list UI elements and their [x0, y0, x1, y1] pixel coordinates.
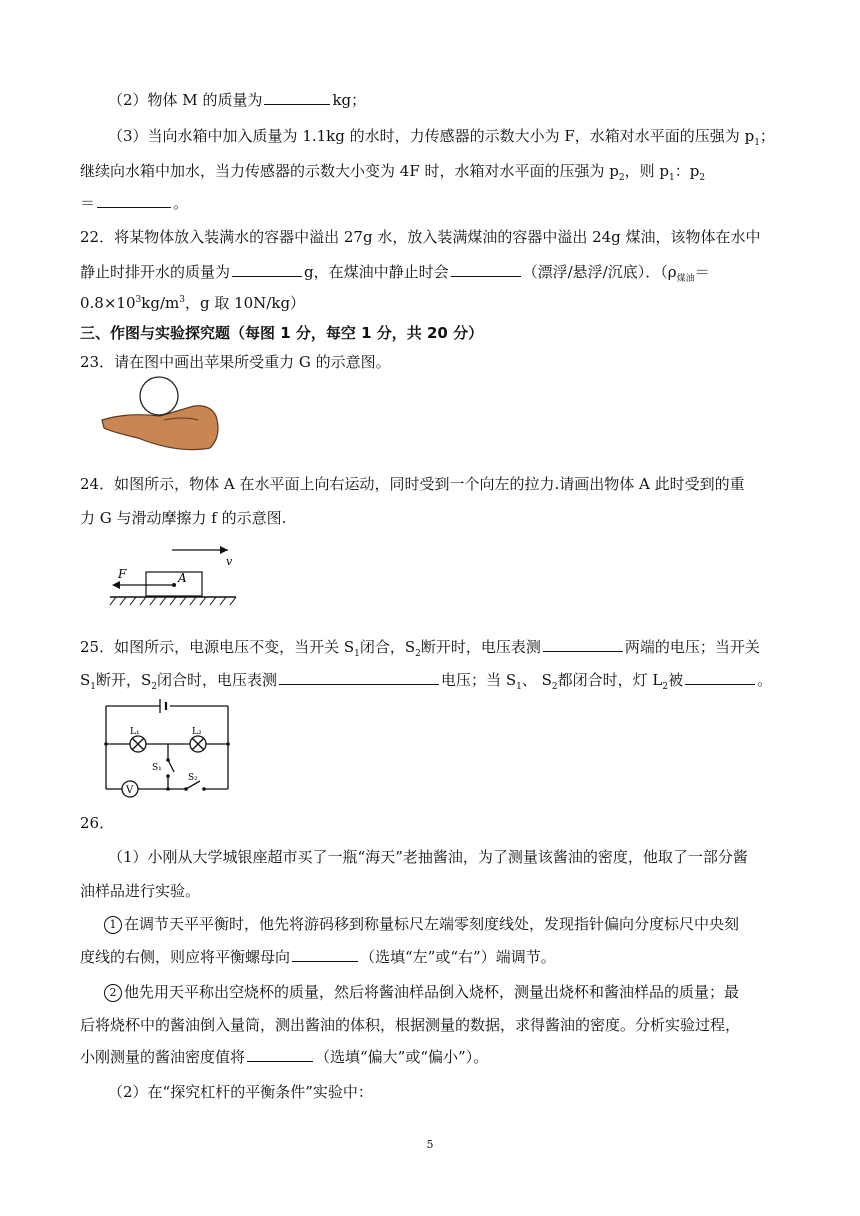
equals-sign: ＝	[80, 194, 96, 212]
circled-number: 1	[104, 916, 122, 934]
lamp-l1-label: L₁	[130, 727, 140, 737]
q26-step2-text4: （选填“偏大”或“偏小”）。	[315, 1048, 489, 1066]
q25-text-k: 被	[668, 671, 684, 689]
page-number: 5	[426, 1138, 434, 1151]
voltmeter-label: V	[126, 785, 134, 796]
subscript: 1	[754, 138, 760, 148]
answer-blank[interactable]	[264, 90, 330, 105]
q21-part3-text2: 继续向水箱中加水，当力传感器的示数大小变为 4F 时，水箱对水平面的压强为 p	[80, 162, 619, 180]
q26-number: 26．	[80, 814, 115, 832]
q25-text-c: 断开时，电压表测	[420, 638, 541, 656]
switch-s1-contact	[166, 774, 170, 778]
q21-part2-unit: kg；	[332, 91, 367, 109]
q26-step2-line1	[104, 982, 739, 1002]
switch-s2-contact	[184, 787, 188, 791]
q22-text-d: ＝	[694, 263, 710, 281]
subscript: 2	[551, 682, 558, 692]
answer-blank[interactable]	[543, 637, 623, 652]
q25-text-b: 闭合，S	[359, 638, 416, 656]
q25-text-i: 、 S	[521, 671, 552, 689]
q26-step1-text3: （选填“左”或“右”）端调节。	[360, 948, 556, 966]
velocity-arrowhead	[220, 546, 228, 554]
q22-line2	[80, 262, 710, 282]
subscript: 2	[415, 649, 421, 659]
q22-text-b: g，在煤油中静止时会	[304, 263, 449, 281]
q25-text-f: 断开，S	[96, 671, 152, 689]
circled-number: 2	[104, 984, 122, 1002]
q26-step1-text: 在调节天平平衡时，他先将游码移到称量标尺左端零刻度线处，发现指针偏向分度标尺中央刻	[124, 915, 740, 933]
q21-part2-text: （2）物体 M 的质量为	[108, 91, 263, 109]
q26-step2-line2: 后将烧杯中的酱油倒入量筒，测出酱油的体积，根据测量的数据，求得酱油的密度。分析实验过程，	[80, 1016, 741, 1034]
q25-text-e: S	[80, 671, 91, 689]
switch-s2-label: S₂	[188, 773, 198, 783]
answer-blank[interactable]	[247, 1047, 313, 1062]
subscript: 2	[618, 173, 625, 183]
junction-dot	[226, 742, 230, 746]
q21-part3-text3: ，则 p	[624, 162, 669, 180]
switch-s1-blade	[168, 760, 174, 772]
answer-blank[interactable]	[279, 670, 439, 685]
circuit-diagram	[100, 696, 234, 800]
subscript: 煤油	[676, 274, 695, 284]
superscript: 3	[179, 295, 185, 305]
answer-blank[interactable]	[451, 262, 521, 277]
period: 。	[757, 671, 773, 689]
section-title: 三、作图与实验探究题（每图 1 分，每空 1 分，共 20 分）	[80, 324, 484, 342]
q21-part3-text4: ：p	[674, 162, 700, 180]
q24-line1: 24．如图所示，物体 A 在水平面上向右运动，同时受到一个向左的拉力.请画出物体 A 此时受到的重	[80, 475, 745, 493]
q21-part2	[108, 90, 366, 110]
force-label: F	[118, 567, 127, 581]
q26-step1-line1	[104, 914, 739, 934]
q22-line3	[80, 293, 305, 313]
switch-s1-contact	[166, 758, 170, 762]
velocity-label: v	[226, 555, 233, 568]
answer-blank[interactable]	[97, 193, 171, 208]
q22-text-c: （漂浮/悬浮/沉底）．（ρ	[522, 263, 677, 281]
q23-text: 23．请在图中画出苹果所受重力 G 的示意图。	[80, 353, 391, 371]
q22-text-e: 0.8×10	[80, 294, 136, 312]
q21-part3-text: （3）当向水箱中加入质量为 1.1kg 的水时，力传感器的示数大小为 F，水箱对水平面的压强为 p	[108, 127, 755, 145]
apple-on-hand-figure	[98, 376, 224, 456]
q26-p2: （2）在“探究杠杆的平衡条件”实验中：	[108, 1083, 373, 1101]
q26-step1-text2: 度线的右侧，则应将平衡螺母向	[80, 948, 291, 966]
switch-s1-label: S₁	[152, 763, 162, 773]
subscript: 1	[90, 682, 97, 692]
q21-part3-punct: ；	[759, 127, 775, 145]
q25-text-d: 两端的电压；当开关	[624, 638, 760, 656]
q25-text-h: 电压；当 S	[441, 671, 517, 689]
subscript: 1	[516, 682, 522, 692]
q26-p1-line2: 油样品进行实验。	[80, 882, 201, 900]
q22-text-f: kg/m	[141, 294, 180, 312]
answer-blank[interactable]	[292, 947, 358, 962]
force-arrowhead	[112, 581, 120, 589]
subscript: 2	[699, 173, 706, 183]
block-friction-figure	[108, 540, 238, 616]
ground-hatching	[110, 597, 236, 605]
q25-text-g: 闭合时，电压表测	[157, 671, 278, 689]
subscript: 1	[668, 173, 675, 183]
q26-step2-text3: 小刚测量的酱油密度值将	[80, 1048, 246, 1066]
q24-line2: 力 G 与滑动摩擦力 f 的示意图.	[80, 509, 287, 527]
q22-text-g: ，g 取 10N/kg）	[184, 294, 306, 312]
subscript: 2	[151, 682, 158, 692]
period: 。	[173, 194, 189, 212]
q25-text-a: 25．如图所示，电源电压不变，当开关 S	[80, 638, 355, 656]
block-label: A	[178, 571, 187, 585]
q21-part3-line2	[80, 161, 705, 181]
junction-dot	[104, 742, 108, 746]
apple-circle	[140, 377, 178, 415]
subscript: 1	[354, 649, 360, 659]
q22-line1: 22．将某物体放入装满水的容器中溢出 27g 水，放入装满煤油的容器中溢出 24g 煤油，该物体在水中	[80, 228, 761, 246]
q26-step2-line3	[80, 1047, 488, 1067]
q26-p1-line1: （1）小刚从大学城银座超市买了一瓶“海天”老抽酱油，为了测量该酱油的密度，他取了一部分酱	[108, 848, 748, 866]
q25-line1	[80, 637, 760, 657]
q26-step1-line2	[80, 947, 556, 967]
q21-part3-line1	[108, 126, 775, 146]
switch-s2-contact	[202, 787, 206, 791]
lamp-l2-label: L₂	[192, 727, 202, 737]
q25-text-j: 都闭合时，灯 L	[557, 671, 663, 689]
q26-step2-text: 他先用天平称出空烧杯的质量，然后将酱油样品倒入烧杯，测量出烧杯和酱油样品的质量；最	[124, 983, 740, 1001]
q22-text-a: 静止时排开水的质量为	[80, 263, 231, 281]
superscript: 3	[135, 295, 142, 305]
q25-line2	[80, 670, 772, 690]
subscript: 2	[662, 682, 669, 692]
answer-blank[interactable]	[685, 670, 755, 685]
answer-blank[interactable]	[232, 262, 302, 277]
q21-part3-line3	[80, 193, 188, 213]
junction-dot	[166, 787, 170, 791]
